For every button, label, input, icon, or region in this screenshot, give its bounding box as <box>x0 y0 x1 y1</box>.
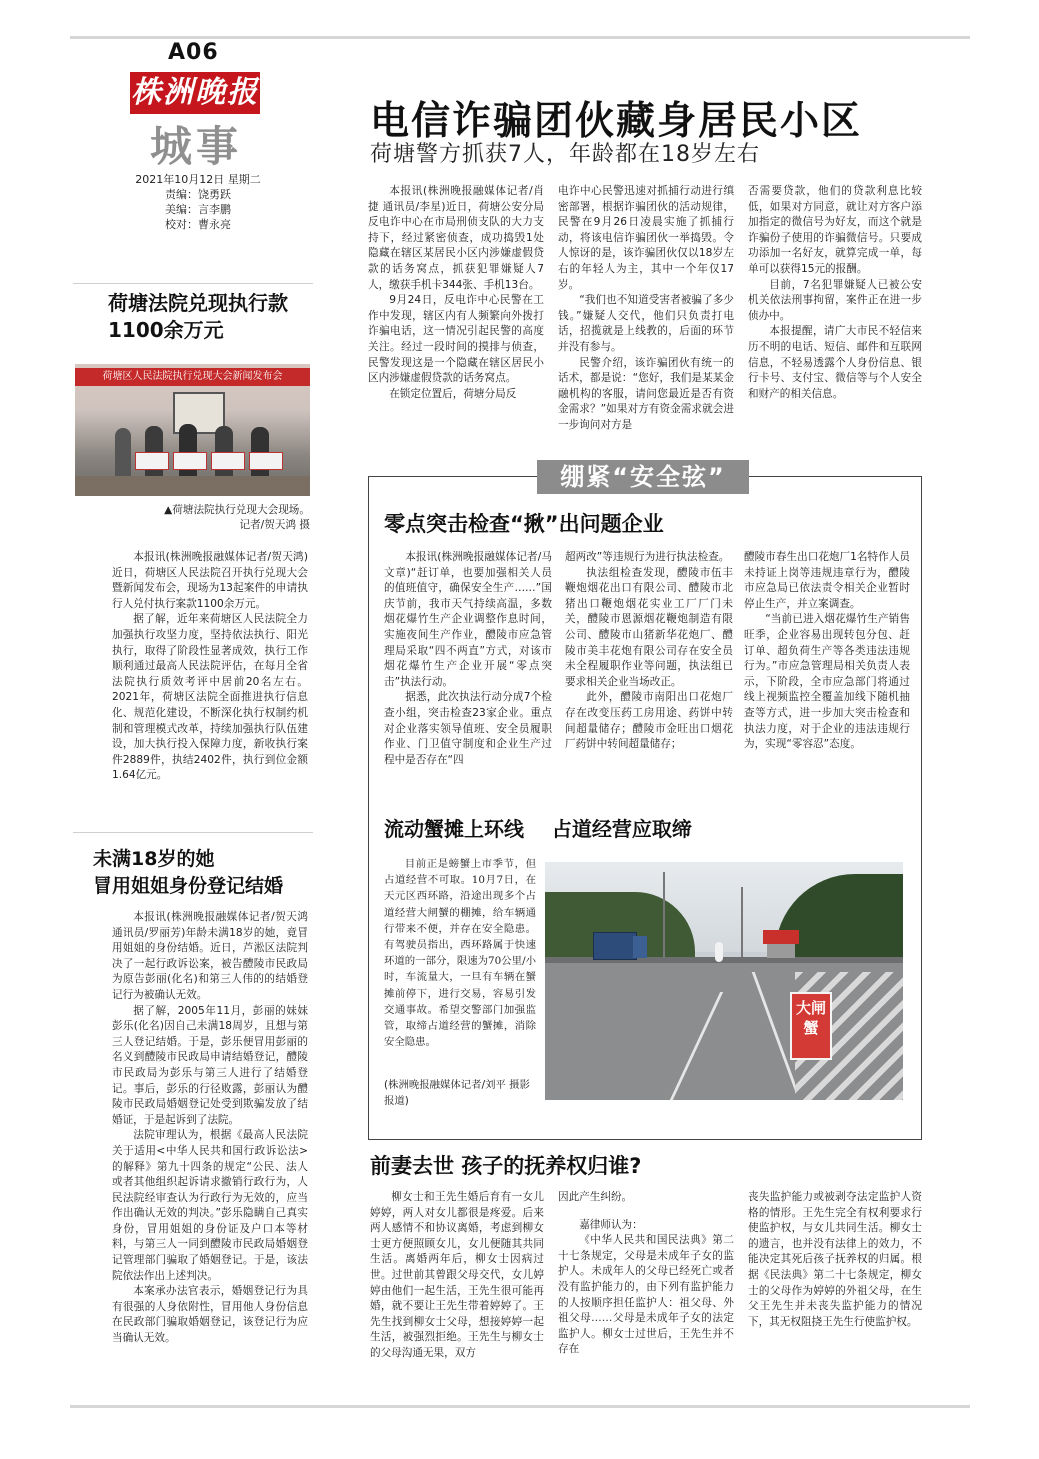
safety-para-7: “当前已进入烟花爆竹生产销售旺季，企业容易出现转包分包、赶订单、超负荷生产等各类违法违规行为。”市应急管理局相关负责人表示，下阶段，全市应急部门将通过线上视频监控全覆盖加线下随机抽查等方式，进一步加大突击检查和执法力度，对于企业的违法违规行为，实现“零容忍”态度。 <box>744 613 910 751</box>
court-photo-caption <box>142 503 310 533</box>
court-headline <box>108 290 288 344</box>
custody-headline: 前妻去世 孩子的抚养权归谁? <box>370 1154 642 1178</box>
custody-col2-text: 《中华人民共和国民法典》第二十七条规定，父母是未成年子女的监护人。未成年人的父母已经死亡或者没有监护能力的，由下列有监护能力的人按顺序担任监护人：祖父母、外祖父母……父母是未成年子女的法定监护人。柳女士过世后，王先生并不存在 <box>558 1234 734 1356</box>
crab-photo-motorcyclist <box>715 942 723 962</box>
crab-story-text <box>384 856 536 1106</box>
main-para-9: 本报提醒，请广大市民不轻信来历不明的电话、短信、邮件和互联网信息，不轻易透露个人身份信息、银行卡号、支付宝、微信等与个人安全和财产的相关信息。 <box>748 325 922 400</box>
page-meta <box>128 172 268 232</box>
safety-col3 <box>744 550 910 798</box>
main-headline: 电信诈骗团伙藏身居民小区 <box>370 99 863 144</box>
proofreader-line: 校对：曹永亮 <box>165 218 231 231</box>
marriage-headline-line2: 冒用姐姐身份登记结婚 <box>93 875 284 897</box>
crab-photo-sign <box>790 992 832 1060</box>
safety-box-tag: 绷紧“安全弦” <box>537 460 749 494</box>
court-photo-banner: 荷塘区人民法院执行兑现大会新闻发布会 <box>75 368 310 386</box>
main-story-col2 <box>558 184 734 438</box>
court-photo-cheque <box>211 452 245 470</box>
main-para-2: 9月24日，反电诈中心民警在工作中发现，辖区内有人频繁向外拨打诈骗电话，这一情况引起民警的高度关注。经过一段时间的摸排与侦查，民警发现这是一个隐藏在辖区居民小区内涉嫌虚假贷款的话务窝点。 <box>368 294 544 385</box>
main-para-6: 民警介绍，该诈骗团伙有统一的话术，都是说：“您好，我们是某某金融机构的客服，请问您最近是否有资金需求？”如果对方有资金需求就会进一步询问对方是 <box>558 356 734 431</box>
court-para-2: 据了解，近年来荷塘区人民法院全力加强执行攻坚力度，坚持依法执行、阳光执行，取得了阶段性显著成效，执行工作顺利通过最高人民法院评估，在每月全省法院执行质效考评中居前20名左右。2021年，荷塘区法院全面推进执行信息化、规范化建设，不断深化执行权制约机制和管理模式改革，持续加强执行队伍建设，加大执行投入保障力度，新收执行案件2889件，执结2402件，执行到位金额1.64亿元。 <box>112 613 308 782</box>
custody-col1 <box>370 1190 544 1400</box>
main-para-3: 在锁定位置后，荷塘分局反 <box>389 387 517 400</box>
custody-para-1: 柳女士和王先生婚后育有一女儿婷婷，两人对女儿都很是疼爱。后来两人感情不和协议离婚，考虑到柳女士更方便照顾女儿，女儿便随其共同生活。离婚两年后，柳女士因病过世。过世前其曾跟父母交代，女儿婷婷由他们一起生活，王先生很可能再婚，就不要让王先生带着婷婷了。王先生找到柳女士父母，想接婷婷一起生活，被强烈拒绝。王先生与柳女士的父母沟通无果，双方 <box>370 1191 544 1359</box>
crab-credit: (株洲晚报融媒体记者/刘平 摄影报道) <box>384 1079 530 1107</box>
crab-photo-tent-base <box>767 944 795 958</box>
custody-col3 <box>748 1190 922 1400</box>
court-photo-cheque <box>249 452 283 470</box>
safety-para-5: 此外，醴陵市南阳出口花炮厂存在改变压药工房用途、药饼中转间超量储存；醴陵市金旺出口烟花厂药饼中转间超量储存； <box>565 691 733 751</box>
court-caption-line1: ▲荷塘法院执行兑现大会现场。 <box>164 504 310 516</box>
crab-photo-lamp <box>741 887 743 957</box>
crab-photo-truck <box>593 932 637 960</box>
custody-col3-text: 丧失监护能力或被剥夺法定监护人资格的情形。王先生完全有权利要求行使监护权，与女儿共同生活。柳女士的遗言，也并没有法律上的效力，不能决定其死后孩子抚养权的归属。根据《民法典》第二十七条规定，柳女士的父母作为婷婷的外祖父母，在生父王先生并未丧失监护能力的情况下，其无权阻挠王先生行使监护权。 <box>748 1191 922 1328</box>
court-photo-cheque <box>135 452 169 470</box>
main-para-1: 本报讯(株洲晚报融媒体记者/肖捷 通讯员/李星)近日，荷塘公安分局反电诈中心在市局刑侦支队的大力支持下，经过紧密侦查，成功捣毁1处隐藏在辖区某居民小区内涉嫌虚假贷款的话务窝点，抓获犯罪嫌疑人7人，缴获手机卡344张、手机13台。 <box>368 185 544 291</box>
main-para-7: 否需要贷款，他们的贷款利息比较低，如果对方同意，就让对方客户添加指定的微信号为好友，而这个就是诈骗份子使用的诈骗微信号。只要成功添加一名好友，就算完成一单，每单可以获得15元的报酬。 <box>748 185 922 275</box>
court-para-1: 本报讯(株洲晚报融媒体记者/贺天鸿)近日，荷塘区人民法院召开执行兑现大会暨新闻发布会，现场为13起案件的申请执行人兑付执行案款1100余万元。 <box>112 551 308 610</box>
crab-photo-lamp <box>663 872 665 958</box>
safety-headline: 零点突击检查“揪”出问题企业 <box>384 512 664 536</box>
bottom-rule <box>70 1405 970 1408</box>
date-line: 2021年10月12日 星期二 <box>135 173 261 186</box>
court-headline-line2: 1100余万元 <box>108 318 224 342</box>
crab-photo-tent <box>763 930 799 944</box>
main-subheadline: 荷塘警方抓获7人，年龄都在18岁左右 <box>370 142 760 167</box>
safety-col2 <box>565 550 733 798</box>
crab-photo-truck-cab <box>633 936 647 958</box>
main-story-col3 <box>748 184 922 438</box>
court-photo-cheque <box>173 452 207 470</box>
crab-text: 目前正是螃蟹上市季节，但占道经营不可取。10月7日，在天元区西环路，沿途出现多个占道经营大闸蟹的棚摊，给车辆通行带来不便，并存在安全隐患。有驾驶员指出，西环路属于快速环道的一部分，限速为70公里/小时，车流量大，一旦有车辆在蟹摊前停下，进行交易，容易引发交通事故。希望交警部门加强监管，取缔占道经营的蟹摊，消除安全隐患。 <box>384 858 536 1049</box>
marriage-headline <box>93 846 283 900</box>
safety-para-3: 超两改”等违规行为进行执法检查。 <box>565 551 730 563</box>
custody-col2 <box>558 1190 734 1400</box>
marriage-story-body <box>112 910 308 1396</box>
court-story-body <box>112 550 308 808</box>
crab-headline: 流动蟹摊上环线 占道经营应取缔 <box>384 817 692 841</box>
page-number: A06 <box>168 40 219 65</box>
crab-sign-text: 大闸蟹 <box>795 999 826 1037</box>
section-title: 城事 <box>150 122 243 171</box>
safety-para-6: 醴陵市春生出口花炮厂1名特作人员未持证上岗等违规违章行为，醴陵市应急局已依法责令相关企业暂时停止生产，并立案调查。 <box>744 551 910 610</box>
crab-photo <box>545 862 903 1100</box>
marriage-para-1: 本报讯(株洲晚报融媒体记者/贺天鸿 通讯员/罗丽芳)年龄未满18岁的她，竟冒用姐姐的身份结婚。近日，芦淞区法院判决了一起行政诉讼案，被告醴陵市民政局为原告彭丽(化名)和第三人伟的的结婚登记行为被确认无效。 <box>112 911 308 1001</box>
main-para-4: 电诈中心民警迅速对抓捕行动进行缜密部署，根据诈骗团伙的活动规律，民警在9月26日凌晨实施了抓捕行动，将该电信诈骗团伙一举捣毁。令人惊讶的是，该诈骗团伙仅以18岁左右的年轻人为主，其中一个年仅17岁。 <box>558 185 734 291</box>
main-para-8: 目前，7名犯罪嫌疑人已被公安机关依法刑事拘留，案件正在进一步侦办中。 <box>748 278 922 322</box>
custody-lawyer: 嘉律师认为： <box>579 1218 643 1231</box>
court-photo <box>75 364 310 496</box>
court-headline-line1: 荷塘法院兑现执行款 <box>108 291 288 315</box>
court-caption-line2: 记者/贺天鸿 摄 <box>239 519 310 531</box>
safety-para-1: 本报讯(株洲晚报融媒体记者/马文章)“赶订单，也要加强相关人员的值班值守，确保安全生产……”国庆节前，我市天气持续高温，多数烟花爆竹生产企业调整作息时间，实施夜间生产作业，醴陵市应急管理局采取“四不两直”方式，对该市烟花爆竹生产企业开展“零点突击”执法行动。 <box>384 551 552 688</box>
marriage-headline-line1: 未满18岁的她 <box>93 848 215 870</box>
main-story-col1 <box>368 184 544 438</box>
safety-col1 <box>384 550 552 798</box>
marriage-para-4: 本案承办法官表示，婚姻登记行为具有很强的人身依附性，冒用他人身份信息在民政部门骗取婚姻登记，该登记行为应当确认无效。 <box>112 1285 308 1345</box>
marriage-para-2: 据了解，2005年11月，彭丽的妹妹彭乐(化名)因自己未满18周岁，且想与第三人登记结婚。于是，彭乐便冒用彭丽的名义到醴陵市民政局申请结婚登记，醴陵市民政局为彭乐与第三人进行了结婚登记。事后，彭乐的行径败露，彭丽认为醴陵市民政局婚姻登记处受到欺骗发放了结婚证，于是起诉到了法院。 <box>112 1004 308 1126</box>
editor-line: 责编：饶勇跃 <box>165 188 231 201</box>
top-rule <box>70 36 970 39</box>
left-divider-2 <box>73 832 313 833</box>
safety-para-2: 据悉，此次执法行动分成7个检查小组，突击检查23家企业。重点对企业落实领导值班、安全员履职作业、门卫值守制度和企业生产过程中是否存在“四 <box>384 691 552 766</box>
marriage-para-3: 法院审理认为，根据《最高人民法院关于适用<中华人民共和国行政诉讼法>的解释》第九十四条的规定“公民、法人或者其他组织起诉请求撤销行政行为，人民法院经审查认为行政行为无效的，应当作出确认无效的判决。”彭乐隐瞒自己真实身份，冒用姐姐的身份证及户口本等材料，与第三人一同到醴陵市民政局婚姻登记管理部门骗取了婚姻登记。于是，该法院依法作出上述判决。 <box>112 1129 308 1282</box>
safety-para-4: 执法组检查发现，醴陵市伍丰鞭炮烟花出口有限公司、醴陵市北猪出口鞭炮烟花实业工厂厂门未关，醴陵市恩源烟花鞭炮制造有限公司、醴陵市山猪新华花炮厂、醴陵市美丰花炮有限公司存在安全员未全程履职作业等问题，执法组已要求相关企业当场改正。 <box>565 566 733 688</box>
left-divider-1 <box>73 283 313 284</box>
main-para-5: “我们也不知道受害者被骗了多少钱。”嫌疑人交代，他们只负责打电话，招揽就是上线教的，后面的环节并没有参与。 <box>558 294 734 353</box>
custody-col2-top: 因此产生纠纷。 <box>558 1191 633 1203</box>
court-photo-floor <box>75 476 310 496</box>
court-photo-person <box>115 428 131 476</box>
art-editor-line: 美编：言李鹏 <box>165 203 231 216</box>
newspaper-logo: 株洲晚报 <box>130 72 260 114</box>
